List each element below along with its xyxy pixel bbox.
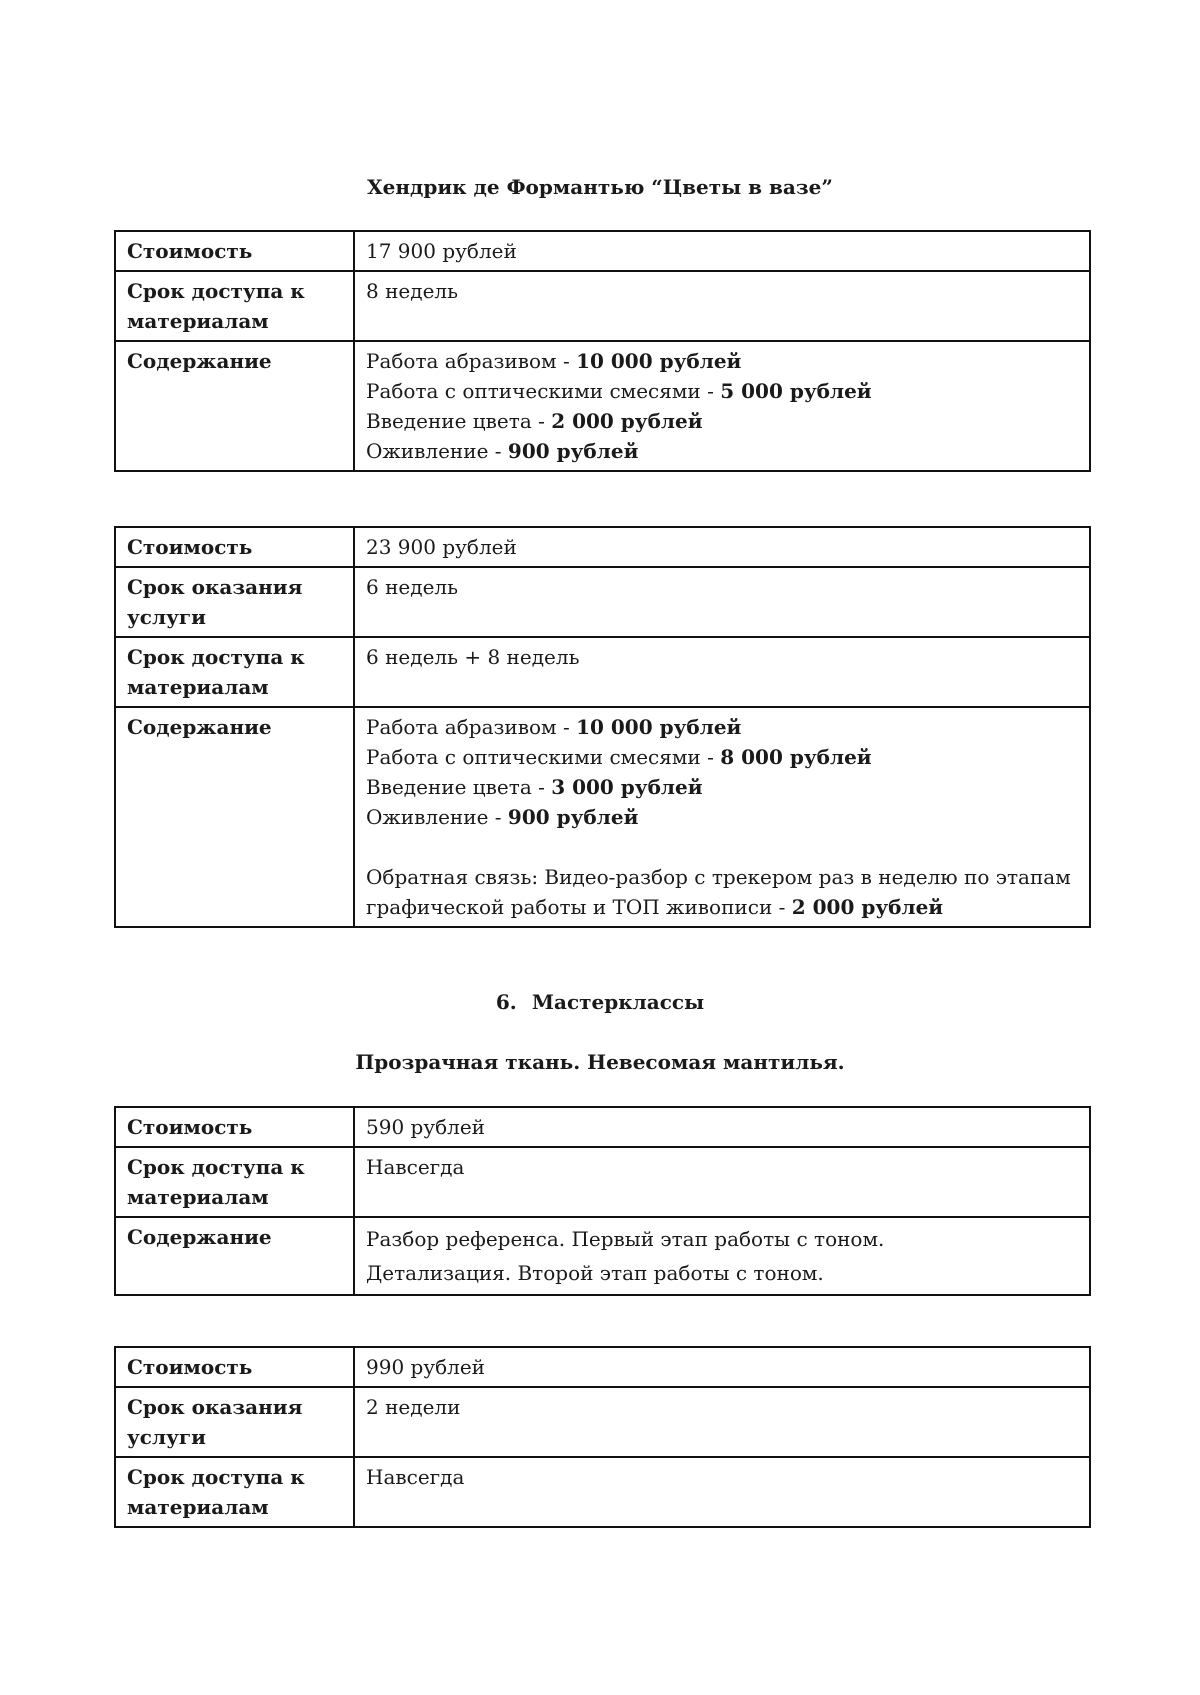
row-label: Содержание: [115, 707, 354, 927]
row-label: Срок оказания услуги: [115, 1387, 354, 1457]
content-item: Введение цвета - 2 000 рублей: [366, 409, 703, 433]
content-list: [354, 341, 1090, 471]
row-value: Навсегда: [354, 1457, 1090, 1527]
section-heading: [0, 990, 1200, 1014]
content-item: Работа с оптическими смесями - 8 000 рублей: [366, 745, 872, 769]
table-row: [115, 567, 1090, 637]
table-row: [115, 231, 1090, 271]
table-row: [115, 1347, 1090, 1387]
row-label: Срок доступа к материалам: [115, 637, 354, 707]
painting-title: Хендрик де Формантью “Цветы в вазе”: [367, 175, 833, 199]
table-row: [115, 707, 1090, 927]
row-value: 2 недели: [354, 1387, 1090, 1457]
content-item: Детализация. Второй этап работы с тоном.: [366, 1261, 824, 1285]
row-value: Навсегда: [354, 1147, 1090, 1217]
row-label: Стоимость: [115, 1347, 354, 1387]
content-item: Введение цвета - 3 000 рублей: [366, 775, 703, 799]
table-row: [115, 1107, 1090, 1147]
row-label: Срок доступа к материалам: [115, 1147, 354, 1217]
feedback-item: Обратная связь: Видео-разбор с трекером раз в неделю по этапам графической работы и ТОП живописи - 2 000 рублей: [366, 865, 1071, 919]
content-item: Работа абразивом - 10 000 рублей: [366, 349, 742, 373]
masterclass-title: Прозрачная ткань. Невесомая мантилья.: [355, 1050, 845, 1074]
row-label: Содержание: [115, 341, 354, 471]
table-row: [115, 637, 1090, 707]
row-value: 17 900 рублей: [354, 231, 1090, 271]
row-value: 6 недель + 8 недель: [354, 637, 1090, 707]
row-label: Срок оказания услуги: [115, 567, 354, 637]
pricing-table-2: [114, 526, 1091, 928]
table-row: [115, 1457, 1090, 1527]
row-value: 8 недель: [354, 271, 1090, 341]
table-row: [115, 1387, 1090, 1457]
row-label: Срок доступа к материалам: [115, 271, 354, 341]
table-row: [115, 527, 1090, 567]
row-value: 990 рублей: [354, 1347, 1090, 1387]
table-row: [115, 1147, 1090, 1217]
table-row: [115, 1217, 1090, 1295]
spacer: [366, 832, 1079, 862]
content-list: [354, 1217, 1090, 1295]
row-value: 590 рублей: [354, 1107, 1090, 1147]
content-item: Оживление - 900 рублей: [366, 805, 639, 829]
row-label: Стоимость: [115, 1107, 354, 1147]
pricing-table-3: [114, 1106, 1091, 1296]
content-item: Работа с оптическими смесями - 5 000 рублей: [366, 379, 872, 403]
content-list: [354, 707, 1090, 927]
row-label: Содержание: [115, 1217, 354, 1295]
content-item: Разбор референса. Первый этап работы с тоном.: [366, 1227, 885, 1251]
row-label: Стоимость: [115, 527, 354, 567]
row-label: Срок доступа к материалам: [115, 1457, 354, 1527]
row-label: Стоимость: [115, 231, 354, 271]
table-row: [115, 271, 1090, 341]
pricing-table-4: [114, 1346, 1091, 1528]
row-value: 6 недель: [354, 567, 1090, 637]
row-value: 23 900 рублей: [354, 527, 1090, 567]
section-title: Мастерклассы: [531, 990, 705, 1014]
section-number: 6.: [495, 990, 517, 1014]
table-row: [115, 341, 1090, 471]
pricing-table-1: [114, 230, 1091, 472]
content-item: Оживление - 900 рублей: [366, 439, 639, 463]
content-item: Работа абразивом - 10 000 рублей: [366, 715, 742, 739]
